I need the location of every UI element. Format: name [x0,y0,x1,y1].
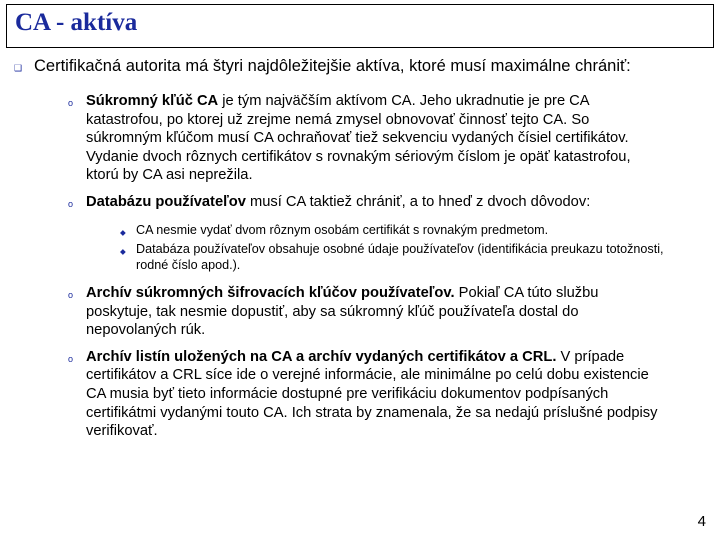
list-item-rest: je tým najväčším aktívom CA. Jeho ukradnutie je pre CA katastrofou, po ktorej už zrejme nemá zmysel obnovovať činnosť tejto CA. So súkromným kľúčom musí CA ochraňovať tiež sekvenciu vydaných čísiel certifikátov. Vydanie dvoch rôznych certifikátov s rovnakým sériovým číslom je opäť katastrofou, ktorú by CA asi neprežila. [86,93,631,184]
list-item [0,193,720,214]
list-item-text [86,193,666,212]
page-title: CA - aktíva [15,9,138,36]
sub-list-item [0,241,720,274]
list-item-text [86,348,666,441]
circle-bullet-icon: o [68,98,74,108]
intro-text: Certifikačná autorita má štyri najdôležitejšie aktíva, ktoré musí maximálne chrániť: [34,57,631,75]
list-item-rest: musí CA taktiež chrániť, a to hneď z dvoch dôvodov: [245,193,591,210]
list-item [0,92,720,185]
slide-body [0,56,720,442]
circle-bullet-icon: o [68,289,74,300]
page-number: 4 [697,513,706,530]
list-item-rest: Pokiaľ CA túto službu poskytuje, tak nesmie dopustiť, aby sa súkromný kľúč používateľa dostal do nepovolaných rúk. [86,284,599,339]
list-item-text [86,284,666,340]
sub-list-item-text: Databáza používateľov obsahuje osobné údaje používateľov (identifikácia preukazu totožnosti, rodné číslo apod.). [136,241,664,273]
circle-bullet-icon: o [68,353,74,364]
list-item-lead: Archív listín uložených na CA a archív vydaných certifikátov a CRL. [86,348,557,365]
list-item-text [86,92,666,185]
list-item-lead: Databázu používateľov [86,193,246,210]
list-item-rest: V prípade certifikátov a CRL síce ide o verejné informácie, ale minimálne po celú dobu existencie CA musia byť tieto informácie dostupné pre verifikáciu dokumentov podpísaných certifikátmi vydanými touto CA. Ich strata by znamenala, že sa nedajú príslušné podpisy verifikovať. [86,348,658,440]
diamond-bullet-icon: ◆ [120,246,126,256]
sub-list-item [0,222,720,241]
bullet-item-intro [0,56,720,79]
title-box [6,4,714,48]
list-item-lead: Archív súkromných šifrovacích kľúčov používateľov. [86,284,455,301]
square-bullet-icon: ❑ [14,63,23,73]
list-item-lead: Súkromný kľúč CA [86,93,219,109]
diamond-bullet-icon: ◆ [120,227,126,237]
list-item [0,284,720,340]
circle-bullet-icon: o [68,198,74,209]
sub-list-item-text: CA nesmie vydať dvom rôznym osobám certifikát s rovnakým predmetom. [136,222,549,237]
list-item [0,348,720,441]
